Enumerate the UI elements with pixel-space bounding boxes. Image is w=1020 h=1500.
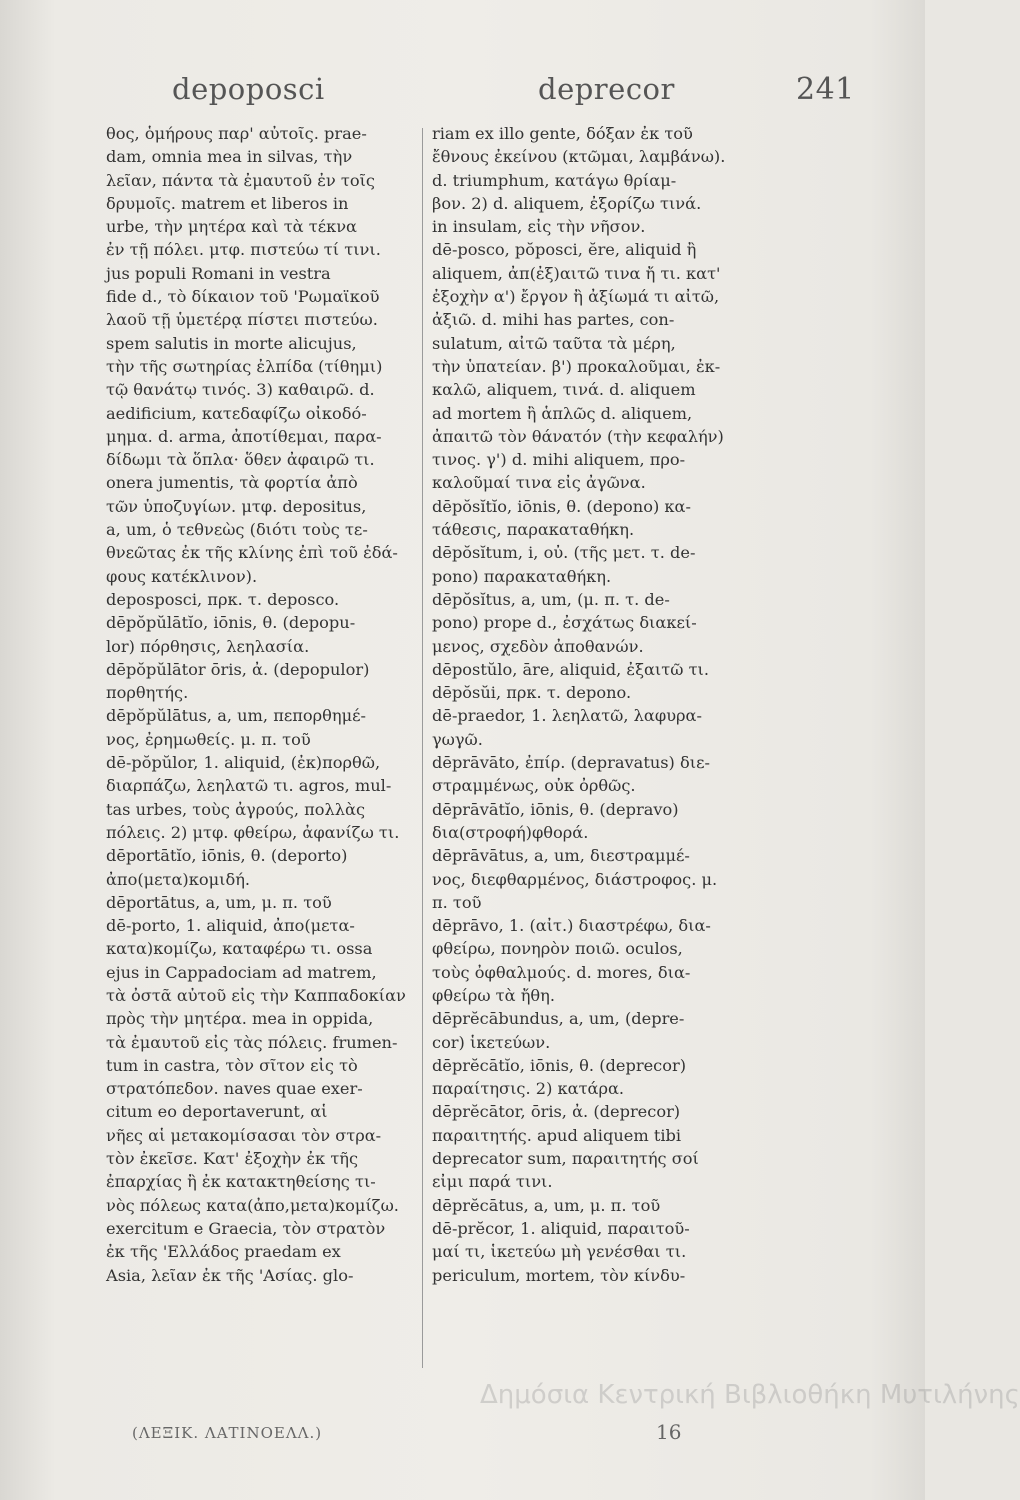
text-line: τὴν ὑπατείαν. β') προκαλοῦμαι, ἐκ-: [432, 356, 721, 376]
text-line: dē-praedor, 1. λεηλατῶ, λαφυρα-: [432, 706, 702, 726]
text-line: tum in castra, τὸν σῖτον εἰς τὸ: [106, 1055, 358, 1075]
text-line: παραιτητής. apud aliquem tibi: [432, 1125, 682, 1145]
text-line: θος, ὁμήρους παρ' αὐτοῖς. prae-: [106, 124, 367, 143]
text-line: dēpostŭlo, āre, aliquid, ἐξαιτῶ τι.: [432, 659, 710, 679]
text-line: στραμμένως, οὐκ ὀρθῶς.: [432, 776, 636, 796]
text-line: καλοῦμαί τινα εἰς ἀγῶνα.: [432, 473, 646, 493]
text-line: νῆες αἱ μετακομίσασαι τὸν στρα-: [106, 1125, 382, 1145]
text-line: π. τοῦ: [432, 892, 482, 912]
left-guide-word: depoposci: [172, 72, 325, 106]
text-line: δρυμοῖς. matrem et liberos in: [106, 193, 349, 213]
text-line: dēprĕcātor, ōris, ἀ. (deprecor): [432, 1102, 681, 1122]
text-line: νὸς πόλεως κατα(ἀπο,μετα)κομίζω.: [106, 1195, 399, 1215]
text-line: δια(στροφή)φθορά.: [432, 822, 589, 842]
text-line: spem salutis in morte alicujus,: [106, 333, 357, 353]
library-watermark: Δημόσια Κεντρική Βιβλιοθήκη Μυτιλήνης: [480, 1380, 1020, 1410]
text-line: pono) prope d., ἐσχάτως διακεί-: [432, 613, 697, 633]
text-line: pono) παρακαταθήκη.: [432, 566, 612, 586]
text-line: exercitum e Graecia, τὸν στρατὸν: [106, 1218, 386, 1238]
text-line: ἐκ τῆς 'Ελλάδος praedam ex: [106, 1242, 341, 1262]
left-column: [106, 122, 428, 1287]
text-line: deposposci, πρκ. τ. deposco.: [106, 589, 340, 609]
text-line: dēprāvāto, ἐπίρ. (depravatus) διε-: [432, 753, 710, 773]
text-line: τῶν ὑποζυγίων. μτφ. depositus,: [106, 496, 367, 516]
text-line: d. triumphum, κατάγω θρίαμ-: [432, 170, 677, 190]
text-line: μαί τι, ἱκετεύω μὴ γενέσθαι τι.: [432, 1242, 687, 1262]
text-line: dē-prĕcor, 1. aliquid, παραιτοῦ-: [432, 1218, 690, 1238]
text-line: onera jumentis, τὰ φορτία ἀπὸ: [106, 473, 358, 493]
text-line: dēpŏsĭtĭo, iōnis, θ. (depono) κα-: [432, 496, 691, 516]
text-line: dēpŏpŭlātus, a, um, πεπορθημέ-: [106, 706, 366, 726]
text-line: dēprĕcābundus, a, um, (depre-: [432, 1009, 685, 1029]
text-line: φθείρω, πονηρὸν ποιῶ. oculos,: [432, 939, 683, 959]
text-line: aliquem, ἀπ(ἐξ)αιτῶ τινα ἤ τι. κατ': [432, 263, 721, 283]
text-line: cor) ἱκετεύων.: [432, 1032, 551, 1052]
text-line: dēprāvātus, a, um, διεστραμμέ-: [432, 846, 690, 866]
text-line: sulatum, αἰτῶ ταῦτα τὰ μέρη,: [432, 333, 676, 353]
text-line: ejus in Cappadociam ad matrem,: [106, 962, 377, 982]
sheet-number: 16: [656, 1420, 682, 1444]
page-footer: [0, 1420, 925, 1454]
text-line: in insulam, εἰς τὴν νῆσον.: [432, 217, 646, 237]
text-line: διαρπάζω, λεηλατῶ τι. agros, mul-: [106, 776, 392, 796]
text-line: τῷ θανάτῳ τινός. 3) καθαιρῶ. d.: [106, 380, 375, 400]
text-line: aedificium, κατεδαφίζω οἰκοδό-: [106, 403, 367, 423]
page-number: 241: [796, 72, 855, 107]
text-line: φθείρω τὰ ἤθη.: [432, 985, 555, 1005]
text-line: δίδωμι τὰ ὅπλα· ὅθεν ἀφαιρῶ τι.: [106, 450, 375, 470]
text-line: riam ex illo gente, δόξαν ἐκ τοῦ: [432, 124, 693, 143]
text-line: ἀξιῶ. d. mihi has partes, con-: [432, 310, 675, 330]
text-line: ἔθνους ἐκείνου (κτῶμαι, λαμβάνω).: [432, 147, 726, 167]
text-line: ἐξοχὴν α') ἔργον ἢ ἀξίωμά τι αἰτῶ,: [432, 287, 720, 307]
text-line: νος, ἐρημωθείς. μ. π. τοῦ: [106, 729, 311, 749]
text-line: παραίτησις. 2) κατάρα.: [432, 1079, 625, 1099]
text-line: θνεῶτας ἐκ τῆς κλίνης ἐπὶ τοῦ ἐδά-: [106, 543, 398, 563]
text-line: ad mortem ἢ ἁπλῶς d. aliquem,: [432, 403, 693, 423]
text-line: dēpŏpŭlātor ōris, ἀ. (depopulor): [106, 659, 370, 679]
page-header: [0, 72, 925, 112]
text-line: citum eo deportaverunt, αἱ: [106, 1102, 328, 1122]
text-line: πόλεις. 2) μτφ. φθείρω, ἀφανίζω τι.: [106, 822, 400, 842]
text-line: dēprĕcātus, a, um, μ. π. τοῦ: [432, 1195, 661, 1215]
text-line: τινος. γ') d. mihi aliquem, προ-: [432, 450, 686, 470]
text-line: νος, διεφθαρμένος, διάστροφος. μ.: [432, 869, 718, 889]
text-line: μημα. d. arma, ἀποτίθεμαι, παρα-: [106, 426, 382, 446]
text-line: βον. 2) d. aliquem, ἐξορίζω τινά.: [432, 193, 702, 213]
text-line: dam, omnia mea in silvas, τὴν: [106, 147, 353, 167]
text-line: dēprĕcātĭo, iōnis, θ. (deprecor): [432, 1055, 687, 1075]
text-line: στρατόπεδον. naves quae exer-: [106, 1079, 363, 1099]
text-line: dē-pŏpŭlor, 1. aliquid, (ἐκ)πορθῶ,: [106, 753, 381, 773]
text-line: τὴν τῆς σωτηρίας ἐλπίδα (τίθημι): [106, 356, 383, 376]
text-line: lor) πόρθησις, λεηλασία.: [106, 636, 310, 656]
text-line: λεῖαν, πάντα τὰ ἐμαυτοῦ ἐν τοῖς: [106, 170, 375, 190]
text-line: λαοῦ τῇ ὑμετέρᾳ πίστει πιστεύω.: [106, 310, 378, 330]
text-line: τοὺς ὀφθαλμούς. d. mores, δια-: [432, 962, 691, 982]
right-column: [432, 122, 770, 1287]
text-line: Asia, λεῖαν ἐκ τῆς 'Ασίας. glo-: [106, 1265, 354, 1285]
text-line: πορθητής.: [106, 683, 189, 703]
text-line: deprecator sum, παραιτητής σοί: [432, 1149, 699, 1169]
text-line: a, um, ὁ τεθνεὼς (διότι τοὺς τε-: [106, 520, 368, 540]
text-line: jus populi Romani in vestra: [106, 263, 331, 283]
text-line: periculum, mortem, τὸν κίνδυ-: [432, 1265, 686, 1285]
text-line: tas urbes, τοὺς ἀγρούς, πολλὰς: [106, 799, 366, 819]
text-line: πρὸς τὴν μητέρα. mea in oppida,: [106, 1009, 374, 1029]
text-line: dēportātus, a, um, μ. π. τοῦ: [106, 892, 332, 912]
text-line: γωγῶ.: [432, 729, 483, 749]
right-guide-word: deprecor: [538, 72, 675, 106]
text-line: ἐπαρχίας ἢ ἐκ κατακτηθείσης τι-: [106, 1172, 376, 1192]
text-line: dē-posco, pŏposci, ĕre, aliquid ἢ: [432, 240, 697, 260]
text-line: κατα)κομίζω, καταφέρω τι. ossa: [106, 939, 373, 959]
printer-signature: (ΛΕΞΙΚ. ΛΑΤΙΝΟΕΛΛ.): [132, 1424, 323, 1442]
text-line: urbe, τὴν μητέρα καὶ τὰ τέκνα: [106, 217, 357, 237]
text-line: fide d., τὸ δίκαιον τοῦ 'Ρωμαϊκοῦ: [106, 287, 380, 307]
text-line: dēpŏpŭlātĭo, iōnis, θ. (depopu-: [106, 613, 356, 633]
text-line: τὰ ἐμαυτοῦ εἰς τὰς πόλεις. frumen-: [106, 1032, 398, 1052]
text-line: dēpŏsŭi, πρκ. τ. depono.: [432, 683, 632, 703]
text-line: dēpŏsĭtum, i, οὐ. (τῆς μετ. τ. de-: [432, 543, 696, 563]
text-line: ἐν τῇ πόλει. μτφ. πιστεύω τί τινι.: [106, 240, 381, 260]
text-line: τὰ ὀστᾶ αὐτοῦ εἰς τὴν Καππαδοκίαν: [106, 985, 406, 1005]
text-line: μενος, σχεδὸν ἀποθανών.: [432, 636, 644, 656]
text-line: dē-porto, 1. aliquid, ἀπο(μετα-: [106, 916, 355, 936]
text-line: καλῶ, aliquem, τινά. d. aliquem: [432, 380, 696, 400]
text-line: ἀπαιτῶ τὸν θάνατόν (τὴν κεφαλήν): [432, 426, 724, 446]
text-line: τάθεσις, παρακαταθήκη.: [432, 520, 635, 540]
text-line: τὸν ἐκεῖσε. Κατ' ἐξοχὴν ἐκ τῆς: [106, 1149, 359, 1169]
text-line: ἀπο(μετα)κομιδή.: [106, 869, 251, 889]
text-line: dēportātĭo, iōnis, θ. (deporto): [106, 846, 348, 866]
text-line: φους κατέκλινον).: [106, 566, 258, 586]
text-line: dēprāvo, 1. (αἰτ.) διαστρέφω, δια-: [432, 916, 711, 936]
text-line: εἰμι παρά τινι.: [432, 1172, 553, 1192]
text-line: dēprāvātĭo, iōnis, θ. (depravo): [432, 799, 679, 819]
text-line: dēpŏsĭtus, a, um, (μ. π. τ. de-: [432, 589, 670, 609]
